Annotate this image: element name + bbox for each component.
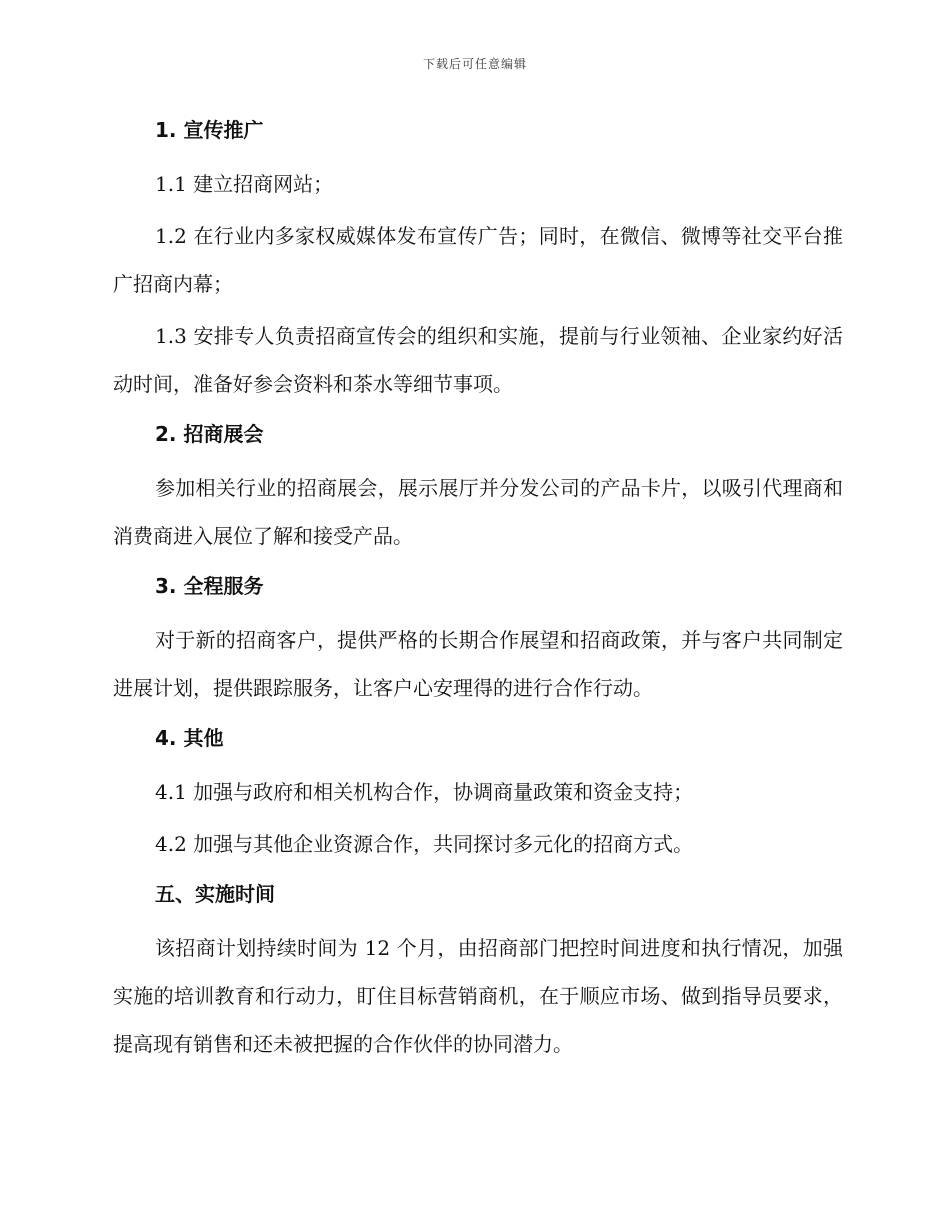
paragraph-4-2: 4.2 加强与其他企业资源合作，共同探讨多元化的招商方式。 bbox=[155, 832, 694, 856]
section-heading-implementation-time: 五、实施时间 bbox=[155, 882, 275, 906]
section-heading-exhibition: 2. 招商展会 bbox=[155, 422, 264, 446]
page-header: 下载后可任意编辑 bbox=[422, 57, 527, 71]
section-heading-other: 4. 其他 bbox=[155, 726, 224, 750]
section-heading-publicity: 1. 宣传推广 bbox=[155, 118, 264, 142]
paragraph-3: 对于新的招商客户，提供严格的长期合作展望和招商政策，并与客户共同制定进展计划，提供跟踪服务，让客户心安理得的进行合作行动。 bbox=[113, 628, 843, 700]
paragraph-2: 参加相关行业的招商展会，展示展厅并分发公司的产品卡片，以吸引代理商和消费商进入展位了解和接受产品。 bbox=[113, 476, 843, 548]
paragraph-1-1: 1.1 建立招商网站； bbox=[155, 172, 334, 196]
paragraph-1-2: 1.2 在行业内多家权威媒体发布宣传广告；同时，在微信、微博等社交平台推广招商内幕； bbox=[113, 224, 843, 296]
section-heading-full-service: 3. 全程服务 bbox=[155, 574, 264, 598]
document-body bbox=[113, 108, 843, 1072]
paragraph-5: 该招商计划持续时间为 12 个月，由招商部门把控时间进度和执行情况，加强实施的培训教育和行动力，盯住目标营销商机，在于顺应市场、做到指导员要求，提高现有销售和还未被把握的合作伙伴的协同潜力。 bbox=[113, 936, 843, 1056]
paragraph-4-1: 4.1 加强与政府和相关机构合作，协调商量政策和资金支持； bbox=[155, 780, 694, 804]
paragraph-1-3: 1.3 安排专人负责招商宣传会的组织和实施，提前与行业领袖、企业家约好活动时间，准备好参会资料和茶水等细节事项。 bbox=[113, 324, 843, 396]
